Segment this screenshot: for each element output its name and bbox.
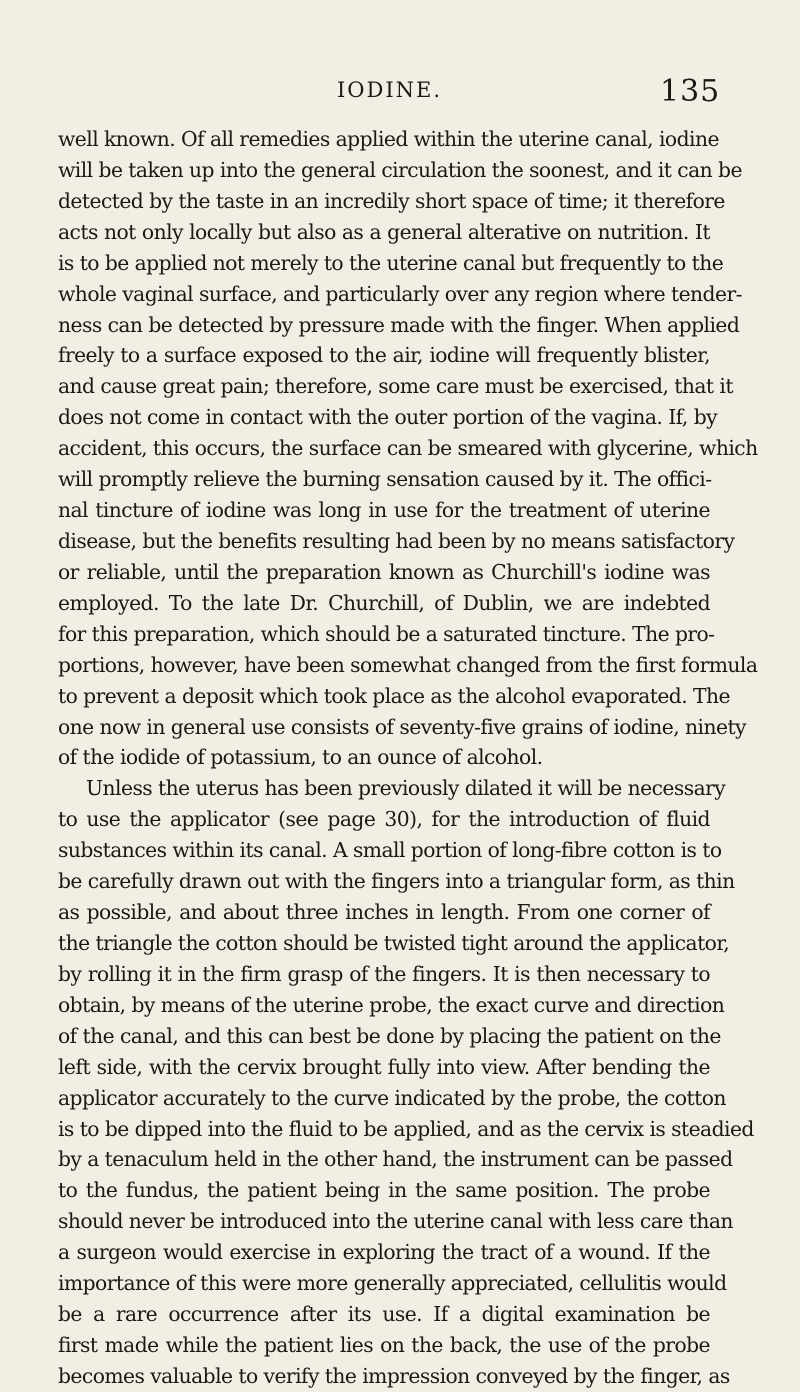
text-line: and cause great pain; therefore, some care must be exercised, that it xyxy=(58,374,733,399)
text-line: employed. To the late Dr. Churchill, of Dublin, we are indebted xyxy=(58,590,710,615)
text-line: obtain, by means of the uterine probe, the exact curve and direction xyxy=(58,992,725,1017)
text-line: for this preparation, which should be a saturated tincture. The pro- xyxy=(58,621,715,646)
text-line: well known. Of all remedies applied within the uterine canal, iodine xyxy=(58,127,719,151)
text-line: accident, this occurs, the surface can be smeared with glycerine, which xyxy=(58,436,758,461)
text-line: acts not only locally but also as a general alterative on nutrition. It xyxy=(58,219,710,244)
text-line: substances within its canal. A small portion of long-fibre cotton is to xyxy=(58,838,722,863)
text-line: one now in general use consists of seventy-five grains of iodine, ninety xyxy=(58,714,746,739)
running-head xyxy=(0,74,800,110)
text-line: of the canal, and this can best be done by placing the patient on the xyxy=(58,1023,721,1048)
page-number: 135 xyxy=(660,74,721,109)
paragraph-start-line: Unless the uterus has been previously dilated it will be necessary xyxy=(86,776,726,801)
text-line: to prevent a deposit which took place as the alcohol evaporated. The xyxy=(58,683,730,708)
text-line: first made while the patient lies on the back, the use of the probe xyxy=(58,1332,710,1357)
text-line: to use the applicator (see page 30), for the introduction of fluid xyxy=(58,807,710,832)
body-text xyxy=(58,124,758,1392)
text-line: ness can be detected by pressure made with the finger. When applied xyxy=(58,312,740,337)
text-line: should never be introduced into the uterine canal with less care than xyxy=(58,1209,733,1234)
running-title: IODINE. xyxy=(337,78,443,102)
text-line: is to be applied not merely to the uterine canal but frequently to the xyxy=(58,250,724,275)
text-line: is to be dipped into the fluid to be applied, and as the cervix is steadied xyxy=(58,1116,754,1141)
text-line: as possible, and about three inches in length. From one corner of xyxy=(58,900,710,925)
text-line: does not come in contact with the outer portion of the vagina. If, by xyxy=(58,405,718,430)
text-line: disease, but the benefits resulting had been by no means satisfactory xyxy=(58,528,735,553)
text-line: to the fundus, the patient being in the same position. The probe xyxy=(58,1178,710,1203)
text-line: nal tincture of iodine was long in use for the treatment of uterine xyxy=(58,498,710,523)
text-line: will be taken up into the general circulation the soonest, and it can be xyxy=(58,157,742,182)
text-line: detected by the taste in an incredily short space of time; it therefore xyxy=(58,188,725,213)
text-line: becomes valuable to verify the impression conveyed by the finger, as xyxy=(58,1363,730,1388)
text-line: be a rare occurrence after its use. If a digital examination be xyxy=(58,1302,710,1327)
text-line: a surgeon would exercise in exploring the tract of a wound. If the xyxy=(58,1240,710,1265)
text-line: the triangle the cotton should be twisted tight around the applicator, xyxy=(58,930,730,955)
text-line: whole vaginal surface, and particularly over any region where tender- xyxy=(58,281,742,306)
text-line: by a tenaculum held in the other hand, the instrument can be passed xyxy=(58,1147,733,1172)
text-line: left side, with the cervix brought fully into view. After bending the xyxy=(58,1054,710,1079)
text-line: or reliable, until the preparation known as Churchill's iodine was xyxy=(58,559,710,584)
text-line: applicator accurately to the curve indicated by the probe, the cotton xyxy=(58,1085,726,1110)
text-line: be carefully drawn out with the fingers into a triangular form, as thin xyxy=(58,869,735,894)
text-line: by rolling it in the firm grasp of the fingers. It is then necessary to xyxy=(58,961,710,986)
paragraph-end-line: of the iodide of potassium, to an ounce of alcohol. xyxy=(58,745,543,770)
text-line: importance of this were more generally appreciated, cellulitis would xyxy=(58,1271,727,1296)
text-line: freely to a surface exposed to the air, iodine will frequently blister, xyxy=(58,343,710,368)
text-line: portions, however, have been somewhat changed from the first formula xyxy=(58,652,758,677)
text-line: will promptly relieve the burning sensation caused by it. The offici- xyxy=(58,467,712,492)
